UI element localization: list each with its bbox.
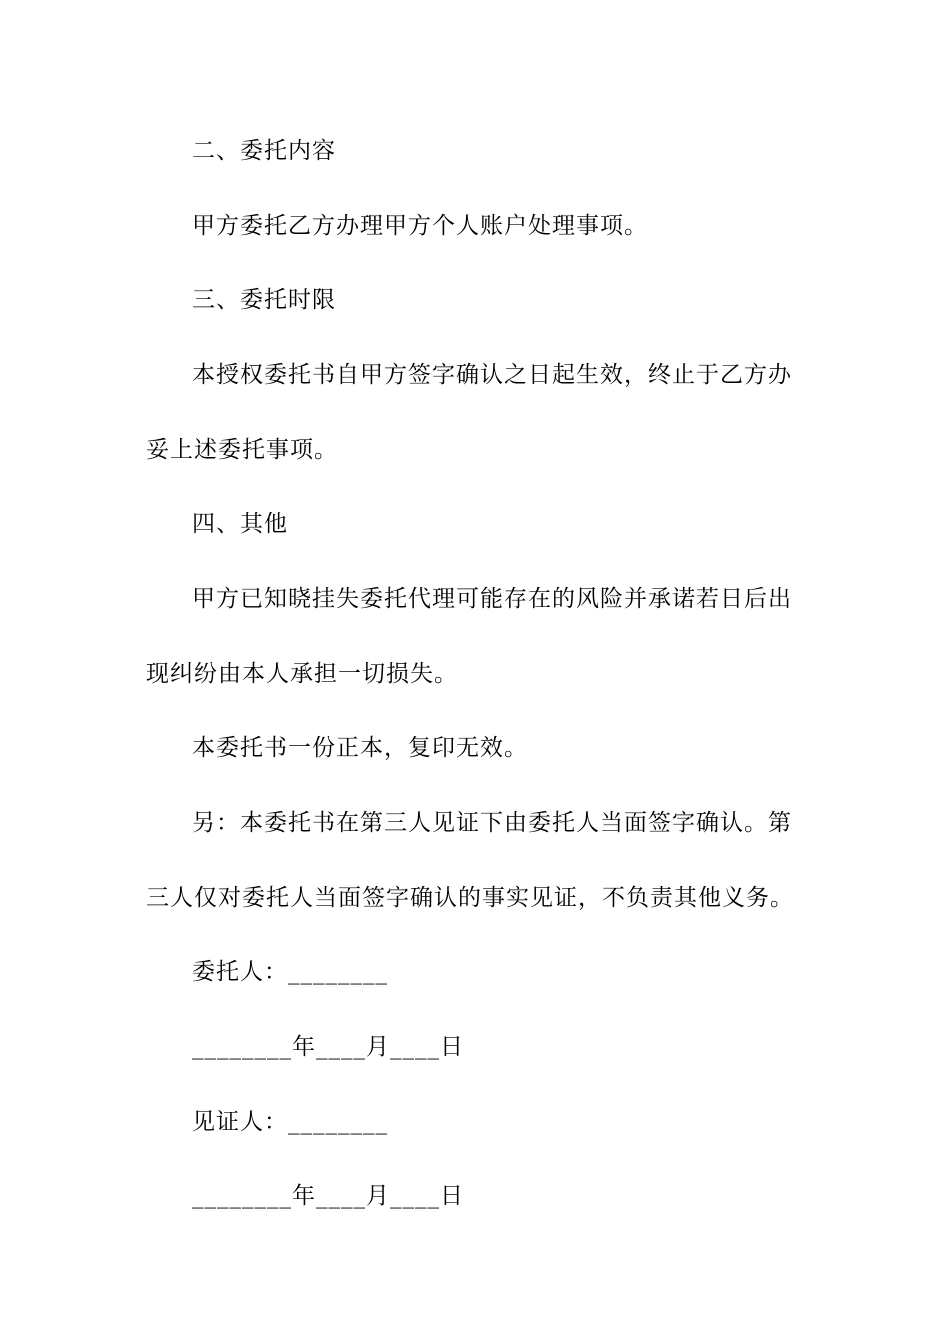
witness-date-line: ________年____月____日	[192, 1183, 464, 1209]
section-term-body-line1: 本授权委托书自甲方签字确认之日起生效，终止于乙方办	[192, 362, 792, 388]
section-term-body-line2: 妥上述委托事项。	[146, 437, 338, 463]
section-heading-term: 三、委托时限	[192, 287, 336, 313]
other-para3-line2: 三人仅对委托人当面签字确认的事实见证，不负责其他义务。	[146, 885, 794, 911]
section-heading-other: 四、其他	[192, 511, 288, 537]
other-para2: 本委托书一份正本，复印无效。	[192, 735, 528, 761]
section-heading-content: 二、委托内容	[192, 138, 336, 164]
principal-date-line: ________年____月____日	[192, 1034, 464, 1060]
section-content-body: 甲方委托乙方办理甲方个人账户处理事项。	[192, 213, 648, 239]
other-para1-line1: 甲方已知晓挂失委托代理可能存在的风险并承诺若日后出	[192, 586, 792, 612]
other-para3-line1: 另：本委托书在第三人见证下由委托人当面签字确认。第	[192, 810, 792, 836]
other-para1-line2: 现纠纷由本人承担一切损失。	[146, 661, 458, 687]
witness-signature-line: 见证人：________	[192, 1109, 388, 1135]
principal-signature-line: 委托人：________	[192, 959, 388, 985]
